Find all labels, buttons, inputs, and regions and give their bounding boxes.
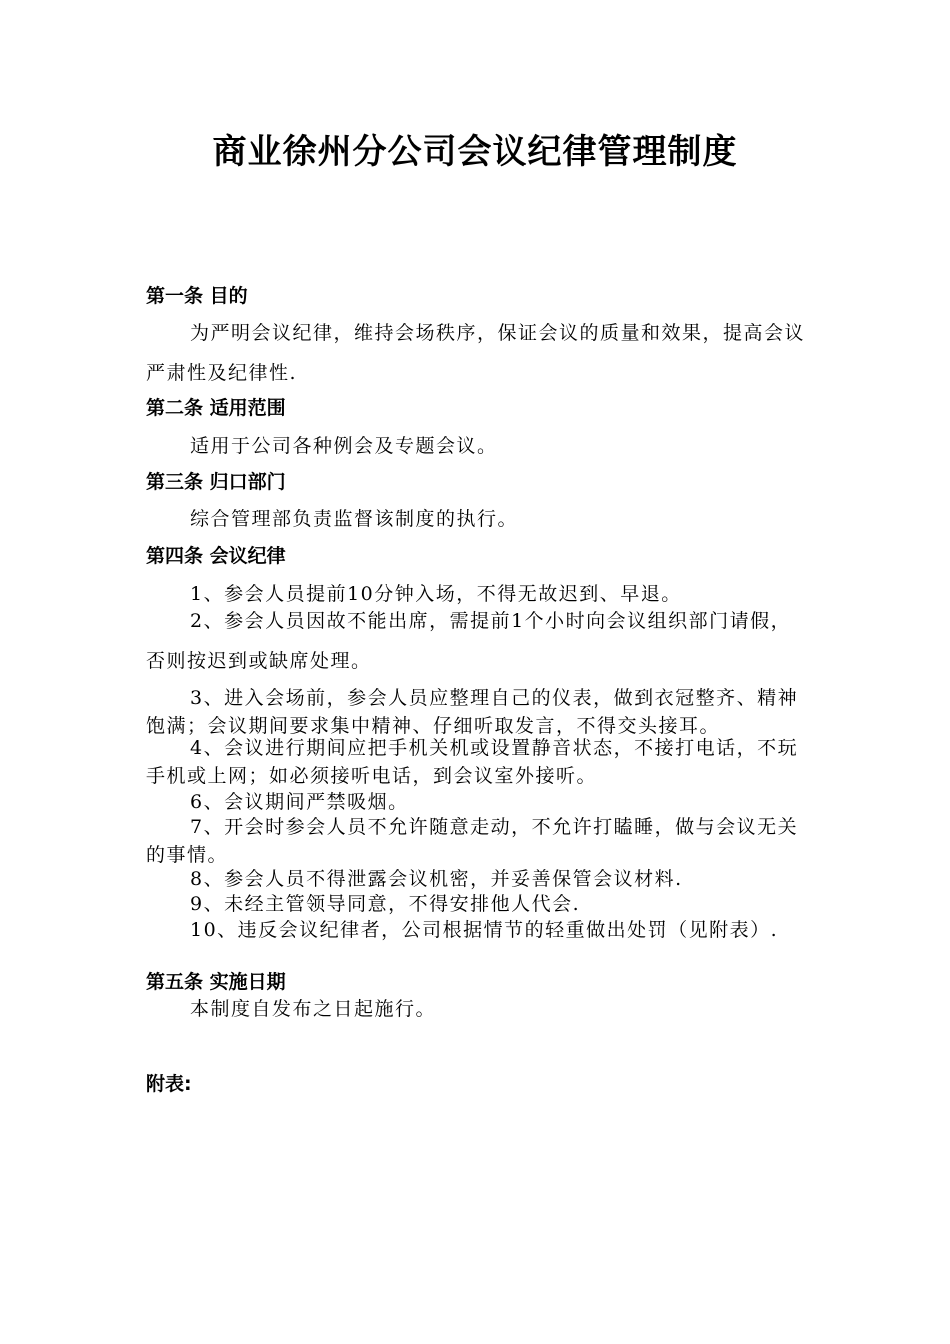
section-heading-discipline: 第四条 会议纪律 xyxy=(146,545,286,567)
document-title: 商业徐州分公司会议纪律管理制度 xyxy=(212,132,738,172)
section-paragraph: 本制度自发布之日起施行。 xyxy=(190,998,437,1020)
rule-item: 6、会议期间严禁吸烟。 xyxy=(190,791,409,813)
section-heading-scope: 第二条 适用范围 xyxy=(146,397,286,419)
rule-item: 2、参会人员因故不能出席，需提前1个小时向会议组织部门请假，否则按迟到或缺席处理。 xyxy=(146,610,792,672)
section-paragraph: 适用于公司各种例会及专题会议。 xyxy=(190,435,498,457)
section-heading-effective-date: 第五条 实施日期 xyxy=(146,971,286,993)
rule-item: 10、违反会议纪律者，公司根据情节的轻重做出处罚（见附表）. xyxy=(190,919,779,941)
section-heading-department: 第三条 归口部门 xyxy=(146,471,286,493)
rule-item: 9、未经主管领导同意，不得安排他人代会. xyxy=(190,893,581,915)
section-paragraph: 综合管理部负责监督该制度的执行。 xyxy=(190,508,519,530)
rule-item: 4、会议进行期间应把手机关机或设置静音状态，不接打电话，不玩手机或上网；如必须接听电话，到会议室外接听。 xyxy=(146,737,799,787)
rule-item: 3、进入会场前，参会人员应整理自己的仪表，做到衣冠整齐、精神饱满；会议期间要求集中精神、仔细听取发言，不得交头接耳。 xyxy=(146,687,799,737)
rule-item: 1、参会人员提前10分钟入场，不得无故迟到、早退。 xyxy=(190,583,682,605)
rule-item: 8、参会人员不得泄露会议机密，并妥善保管会议材料. xyxy=(190,868,683,890)
section-paragraph: 为严明会议纪律，维持会场秩序，保证会议的质量和效果，提高会议严肃性及纪律性. xyxy=(146,322,806,384)
rule-item: 7、开会时参会人员不允许随意走动，不允许打瞌睡，做与会议无关的事情。 xyxy=(146,816,799,866)
section-heading-purpose: 第一条 目的 xyxy=(146,285,248,307)
appendix-label: 附表: xyxy=(146,1073,192,1095)
